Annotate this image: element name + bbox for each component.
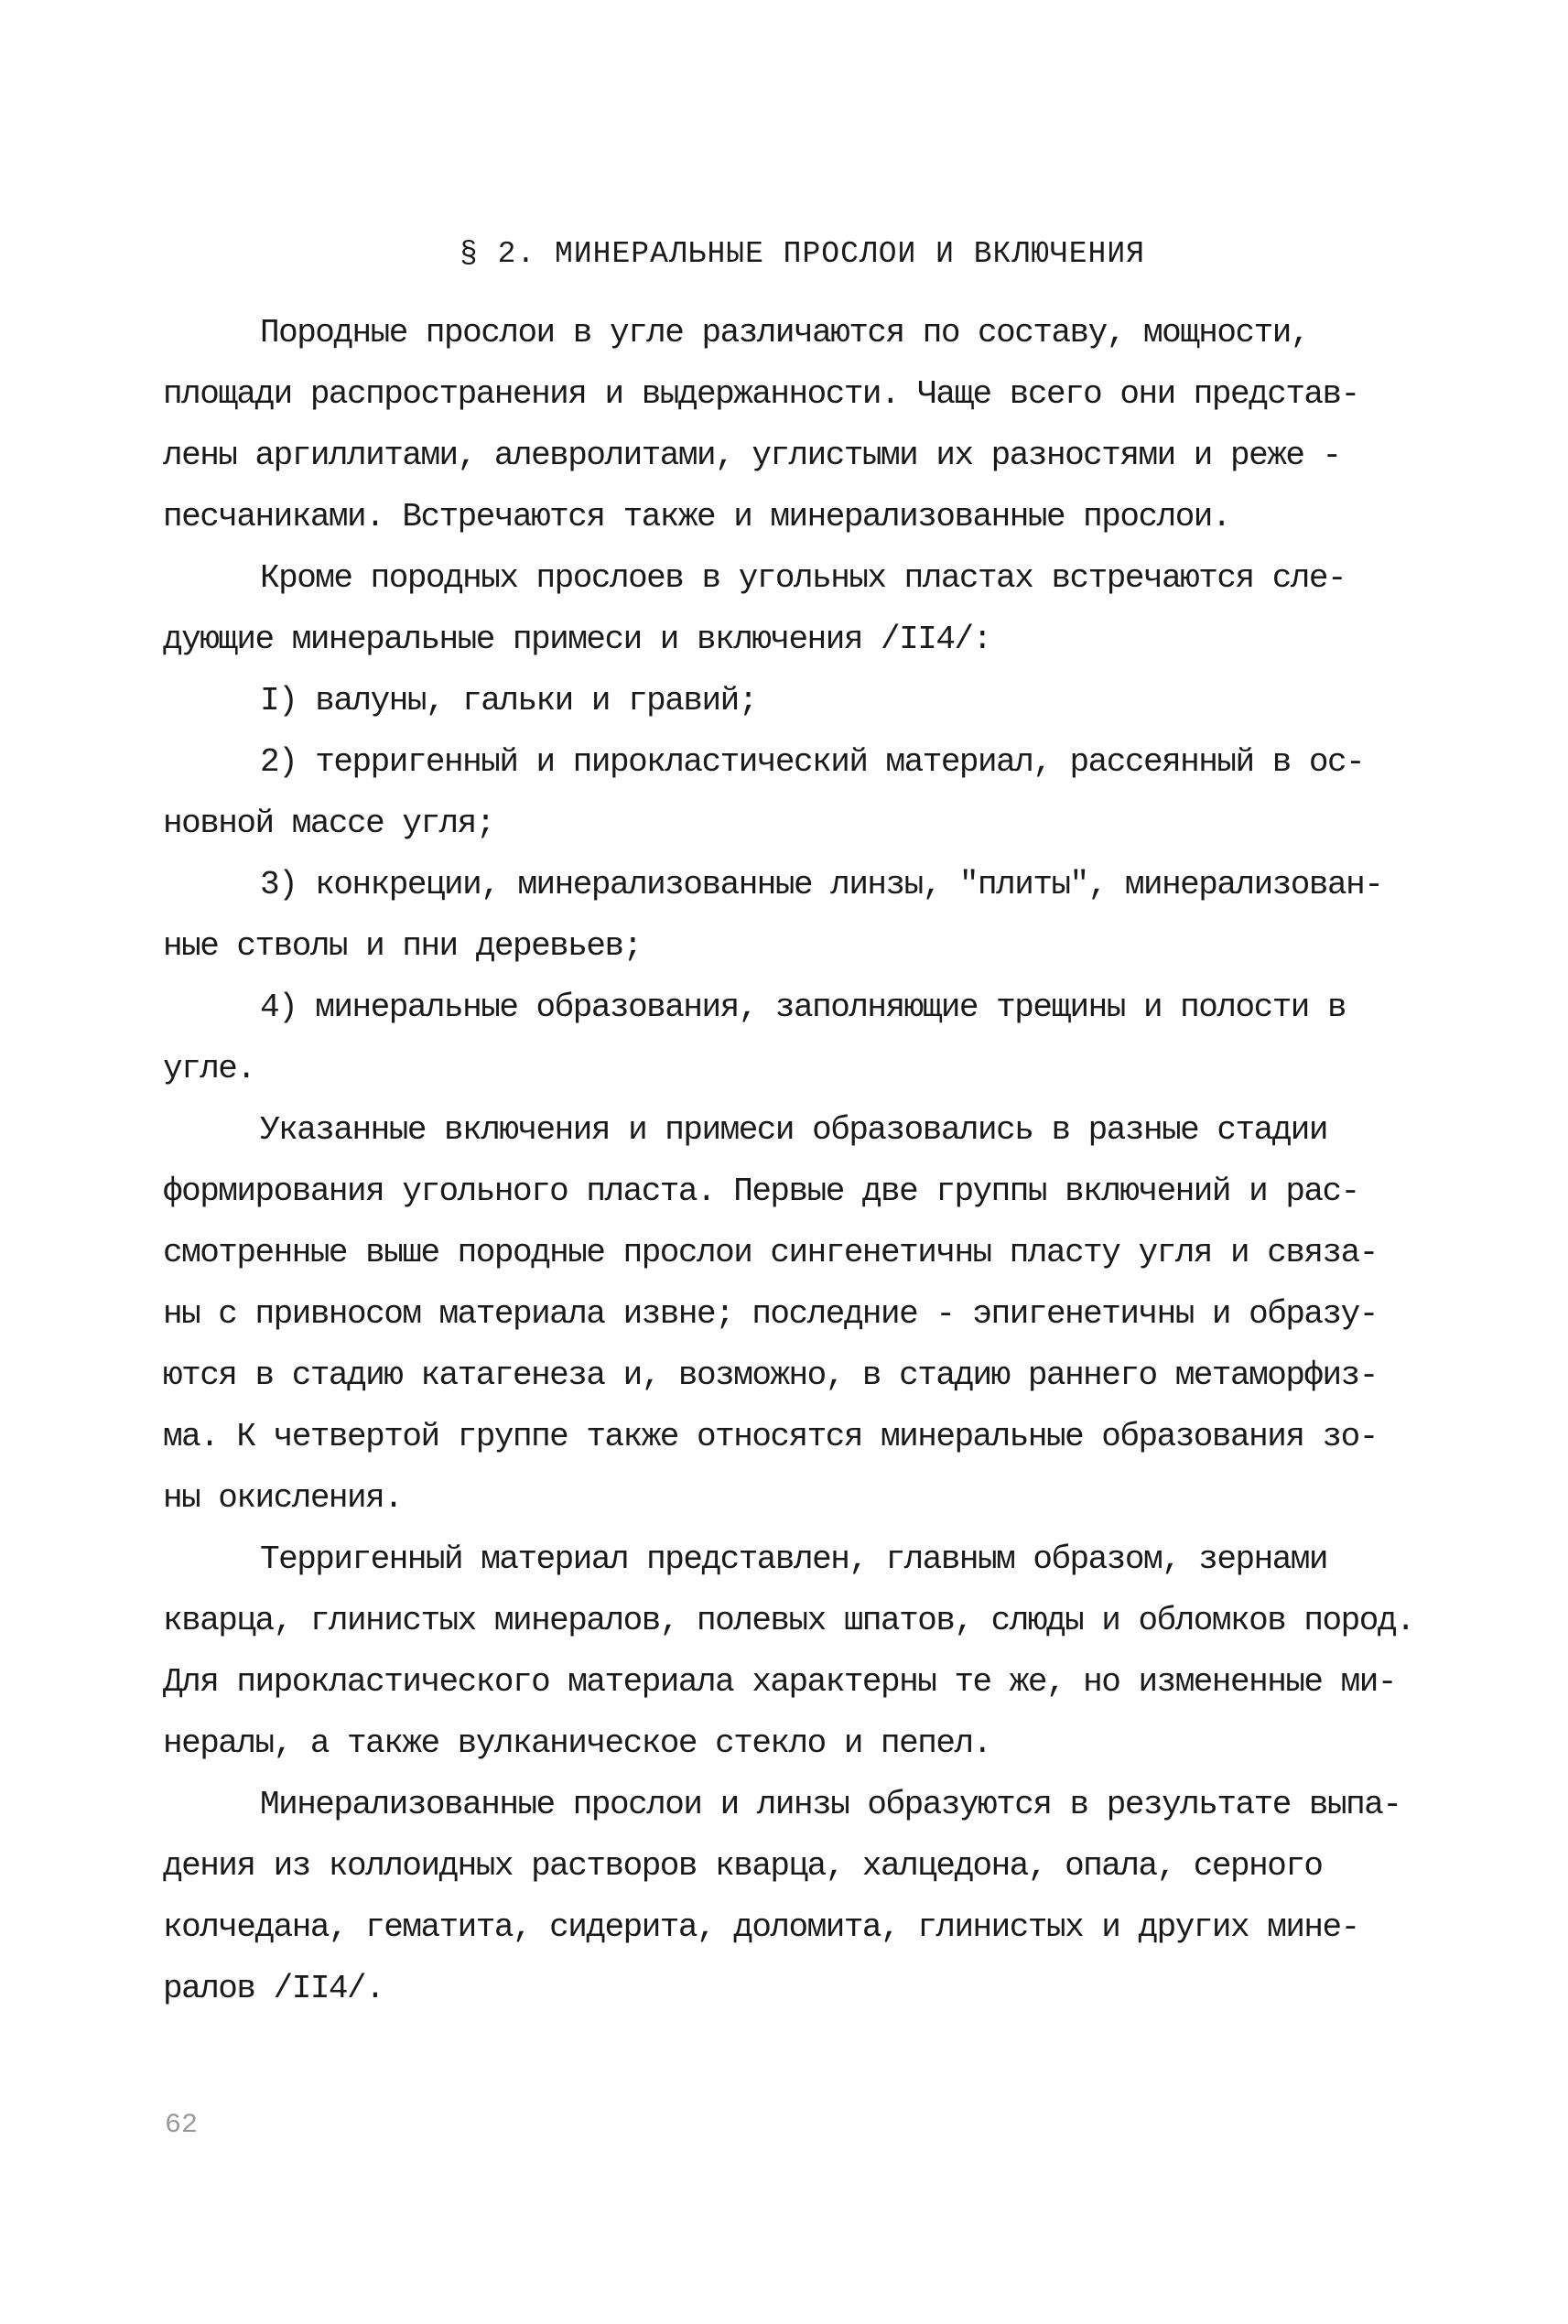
text-line: колчедана, гематита, сидерита, доломита, глинистых и других мине- [163,1908,1359,1946]
text-line: Породные прослои в угле различаются по составу, мощности, [260,314,1309,351]
text-line: ма. К четвертой группе также относятся минеральные образования зо- [163,1418,1378,1455]
text-line: дения из коллоидных растворов кварца, халцедона, опала, серного [163,1847,1323,1885]
list-item: I) валуны, гальки и гравий; [260,682,757,719]
text-line: ны с привносом материала извне; последние - эпигенетичны и образу- [163,1295,1378,1333]
text-line: Минерализованные прослои и линзы образуются в результате выпа- [260,1786,1401,1823]
list-item: 2) терригенный и пирокластический материал, рассеянный в ос- [260,743,1365,781]
text-line: ны окисления. [163,1479,403,1517]
page-number: 62 [165,2110,199,2141]
text-line: Терригенный материал представлен, главным образом, зернами [260,1540,1328,1578]
text-line: Кроме породных прослоев в угольных пластах встречаются сле- [260,559,1346,597]
text-line: ралов /II4/. [163,1970,384,2007]
text-line: ются в стадию катагенеза и, возможно, в стадию раннего метаморфиз- [163,1357,1378,1394]
text-line: площади распространения и выдержанности. Чаще всего они представ- [163,375,1359,413]
section-heading: § 2. МИНЕРАЛЬНЫЕ ПРОСЛОИ И ВКЛЮЧЕНИЯ [460,237,1145,271]
text-line: новной массе угля; [163,805,494,842]
text-line: нералы, а также вулканическое стекло и пепел. [163,1724,991,1762]
text-line: лены аргиллитами, алевролитами, углистыми их разностями и реже - [163,437,1341,474]
text-line: формирования угольного пласта. Первые две группы включений и рас- [163,1173,1359,1210]
text-line: ные стволы и пни деревьев; [163,927,642,965]
list-item: 3) конкреции, минерализованные линзы, "плиты", минерализован- [260,866,1383,903]
text-line: Указанные включения и примеси образовались в разные стадии [260,1111,1328,1149]
list-item: 4) минеральные образования, заполняющие трещины и полости в [260,989,1346,1026]
text-line: угле. [163,1050,255,1087]
text-line: Для пирокластического материала характерны те же, но измененные ми- [163,1663,1396,1701]
body-text [163,302,1454,2019]
text-line: дующие минеральные примеси и включения /II4/: [163,621,991,658]
text-line: смотренные выше породные прослои сингенетичны пласту угля и связа- [163,1234,1378,1271]
text-line: кварца, глинистых минералов, полевых шпатов, слюды и обломков пород. [163,1602,1415,1639]
text-line: песчаниками. Встречаются также и минерализованные прослои. [163,498,1231,535]
